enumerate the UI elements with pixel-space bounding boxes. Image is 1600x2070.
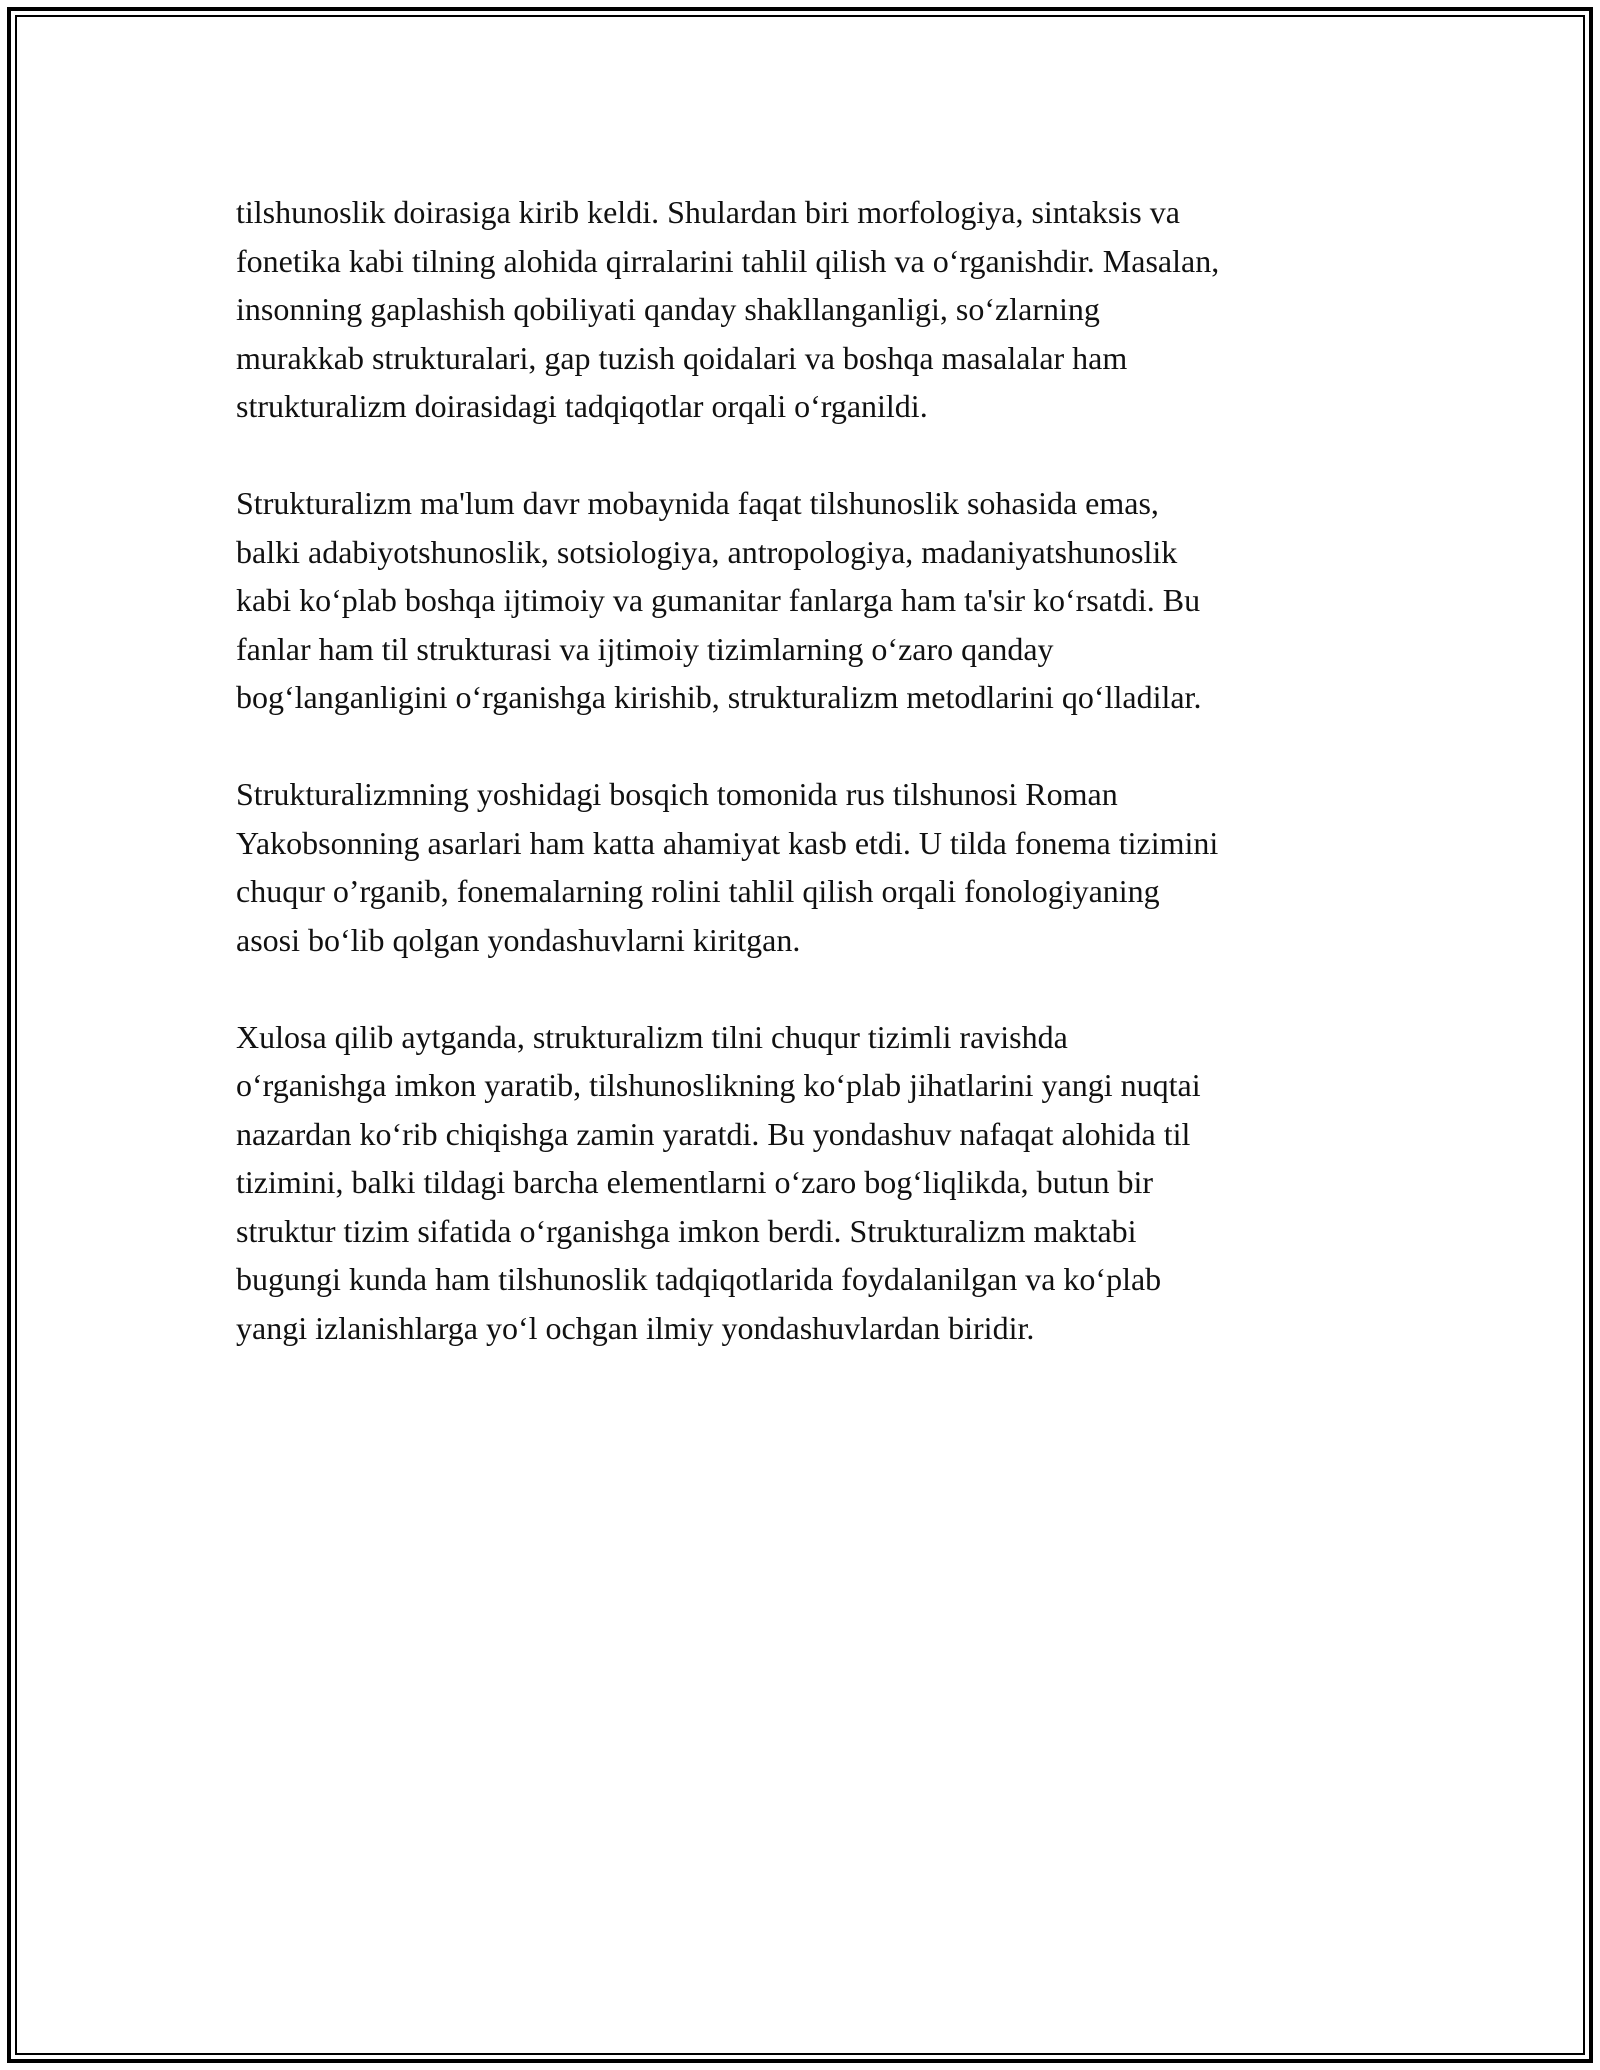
paragraph-1: [236, 188, 1366, 431]
text-line: Xulosa qilib aytganda, strukturalizm tilni chuqur tizimli ravishda: [236, 1018, 1068, 1055]
text-line: tizimini, balki tildagi barcha elementlarni oʻzaro bogʻliqlikda, butun bir: [236, 1164, 1154, 1200]
text-line: Strukturalizm ma'lum davr mobaynida faqat tilshunoslik sohasida emas,: [236, 485, 1159, 521]
document-body: [236, 188, 1366, 1401]
text-line: chuqur o’rganib, fonemalarning rolini tahlil qilish orqali fonologiyaning: [236, 873, 1160, 909]
paragraph-4: [236, 1013, 1366, 1353]
text-line: bugungi kunda ham tilshunoslik tadqiqotlarida foydalanilgan va koʻplab: [236, 1261, 1162, 1297]
text-line: asosi boʻlib qolgan yondashuvlarni kiritgan.: [236, 921, 801, 958]
paragraph-2: [236, 479, 1366, 722]
text-line: yangi izlanishlarga yoʻl ochgan ilmiy yondashuvlardan biridir.: [236, 1309, 1035, 1346]
text-line: strukturalizm doirasidagi tadqiqotlar orqali oʻrganildi.: [236, 388, 928, 424]
paragraph-3: [236, 770, 1366, 964]
text-line: fonetika kabi tilning alohida qirralarini tahlil qilish va oʻrganishdir. Masalan,: [236, 242, 1220, 279]
text-line: Yakobsonning asarlari ham katta ahamiyat kasb etdi. U tilda fonema tizimini: [236, 824, 1219, 861]
text-line: fanlar ham til strukturasi va ijtimoiy tizimlarning oʻzaro qanday: [236, 630, 1054, 667]
text-line: bogʻlanganligini oʻrganishga kirishib, strukturalizm metodlarini qoʻlladilar.: [236, 679, 1202, 715]
text-line: nazardan koʻrib chiqishga zamin yaratdi. Bu yondashuv nafaqat alohida til: [236, 1115, 1191, 1152]
text-line: murakkab strukturalari, gap tuzish qoidalari va boshqa masalalar ham: [236, 339, 1128, 376]
text-line: kabi koʻplab boshqa ijtimoiy va gumanitar fanlarga ham ta'sir koʻrsatdi. Bu: [236, 582, 1201, 618]
text-line: Strukturalizmning yoshidagi bosqich tomonida rus tilshunosi Roman: [236, 776, 1118, 812]
text-line: insonning gaplashish qobiliyati qanday shakllanganligi, soʻzlarning: [236, 291, 1100, 327]
text-line: oʻrganishga imkon yaratib, tilshunoslikning koʻplab jihatlarini yangi nuqtai: [236, 1067, 1201, 1103]
text-line: tilshunoslik doirasiga kirib keldi. Shulardan biri morfologiya, sintaksis va: [236, 194, 1180, 230]
text-line: balki adabiyotshunoslik, sotsiologiya, antropologiya, madaniyatshunoslik: [236, 533, 1178, 570]
text-line: struktur tizim sifatida oʻrganishga imkon berdi. Strukturalizm maktabi: [236, 1212, 1137, 1249]
